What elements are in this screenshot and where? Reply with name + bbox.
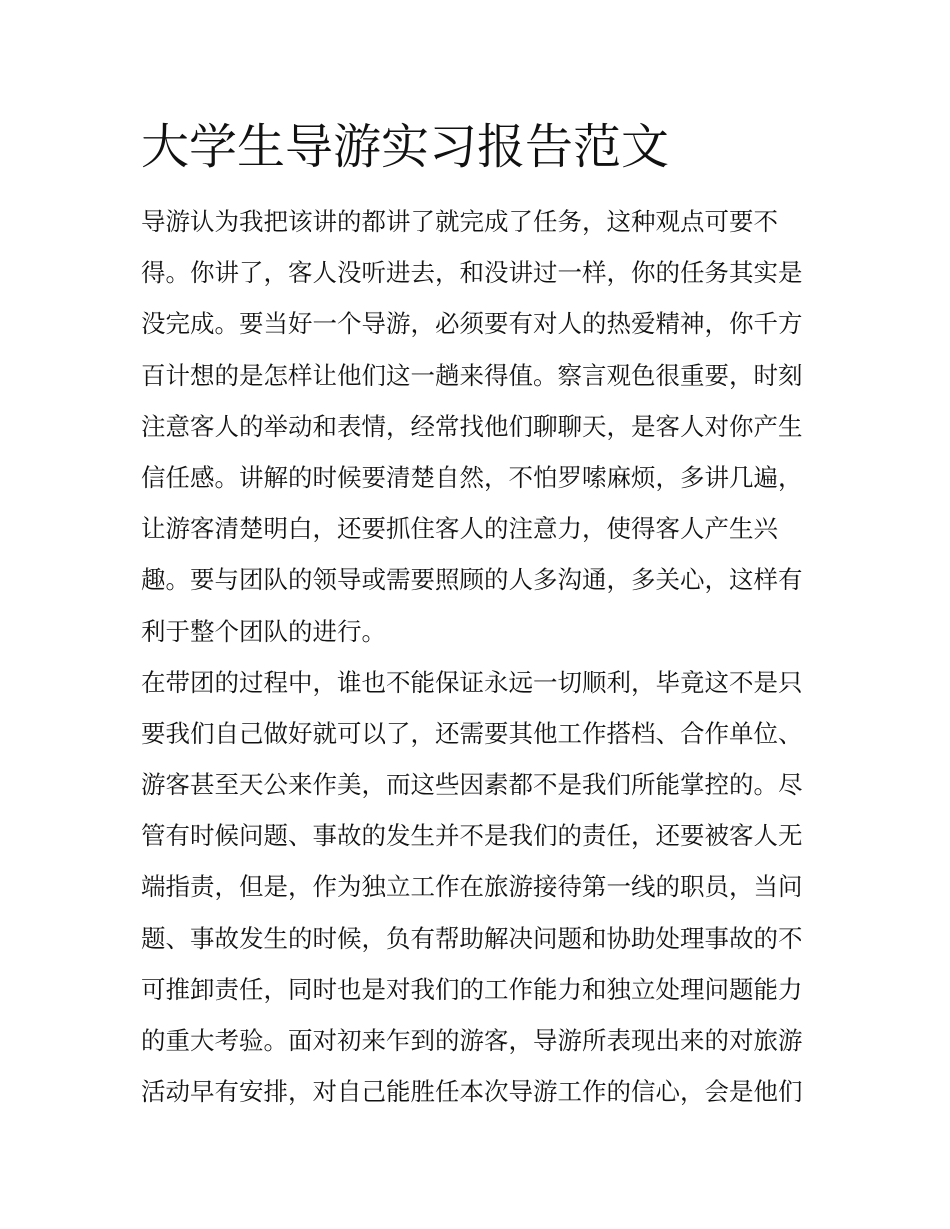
text-line: 管有时候问题、事故的发生并不是我们的责任，还要被客人无 <box>141 821 803 851</box>
text-line: 端指责，但是，作为独立工作在旅游接待第一线的职员，当问 <box>141 872 803 902</box>
text-line: 在带团的过程中，谁也不能保证永远一切顺利，毕竟这不是只 <box>141 667 803 697</box>
text-line: 趣。要与团队的领导或需要照顾的人多沟通，多关心，这样有 <box>141 565 803 595</box>
text-line: 的重大考验。面对初来乍到的游客，导游所表现出来的对旅游 <box>141 1026 803 1055</box>
text-line: 让游客清楚明白，还要抓住客人的注意力，使得客人产生兴 <box>141 514 778 544</box>
text-line: 活动早有安排，对自己能胜任本次导游工作的信心，会是他们 <box>141 1077 803 1107</box>
text-line: 利于整个团队的进行。 <box>141 616 386 646</box>
text-line: 得。你讲了，客人没听进去，和没讲过一样，你的任务其实是 <box>141 258 803 288</box>
text-line: 要我们自己做好就可以了，还需要其他工作搭档、合作单位、 <box>141 718 803 748</box>
page-title: 大学生导游实习报告范文 <box>141 119 670 175</box>
text-line: 游客甚至天公来作美，而这些因素都不是我们所能掌控的。尽 <box>141 770 803 800</box>
text-line: 百计想的是怎样让他们这一趟来得值。察言观色很重要，时刻 <box>141 360 803 390</box>
body-text <box>141 196 813 1117</box>
text-line: 注意客人的举动和表情，经常找他们聊聊天，是客人对你产生 <box>141 411 803 441</box>
text-line: 没完成。要当好一个导游，必须要有对人的热爱精神，你千方 <box>141 309 803 339</box>
text-line: 题、事故发生的时候，负有帮助解决问题和协助处理事故的不 <box>141 923 803 953</box>
text-line: 导游认为我把该讲的都讲了就完成了任务，这种观点可要不 <box>141 207 778 236</box>
text-line: 信任感。讲解的时候要清楚自然，不怕罗嗦麻烦，多讲几遍， <box>141 462 803 492</box>
text-line: 可推卸责任，同时也是对我们的工作能力和独立处理问题能力 <box>141 974 803 1004</box>
